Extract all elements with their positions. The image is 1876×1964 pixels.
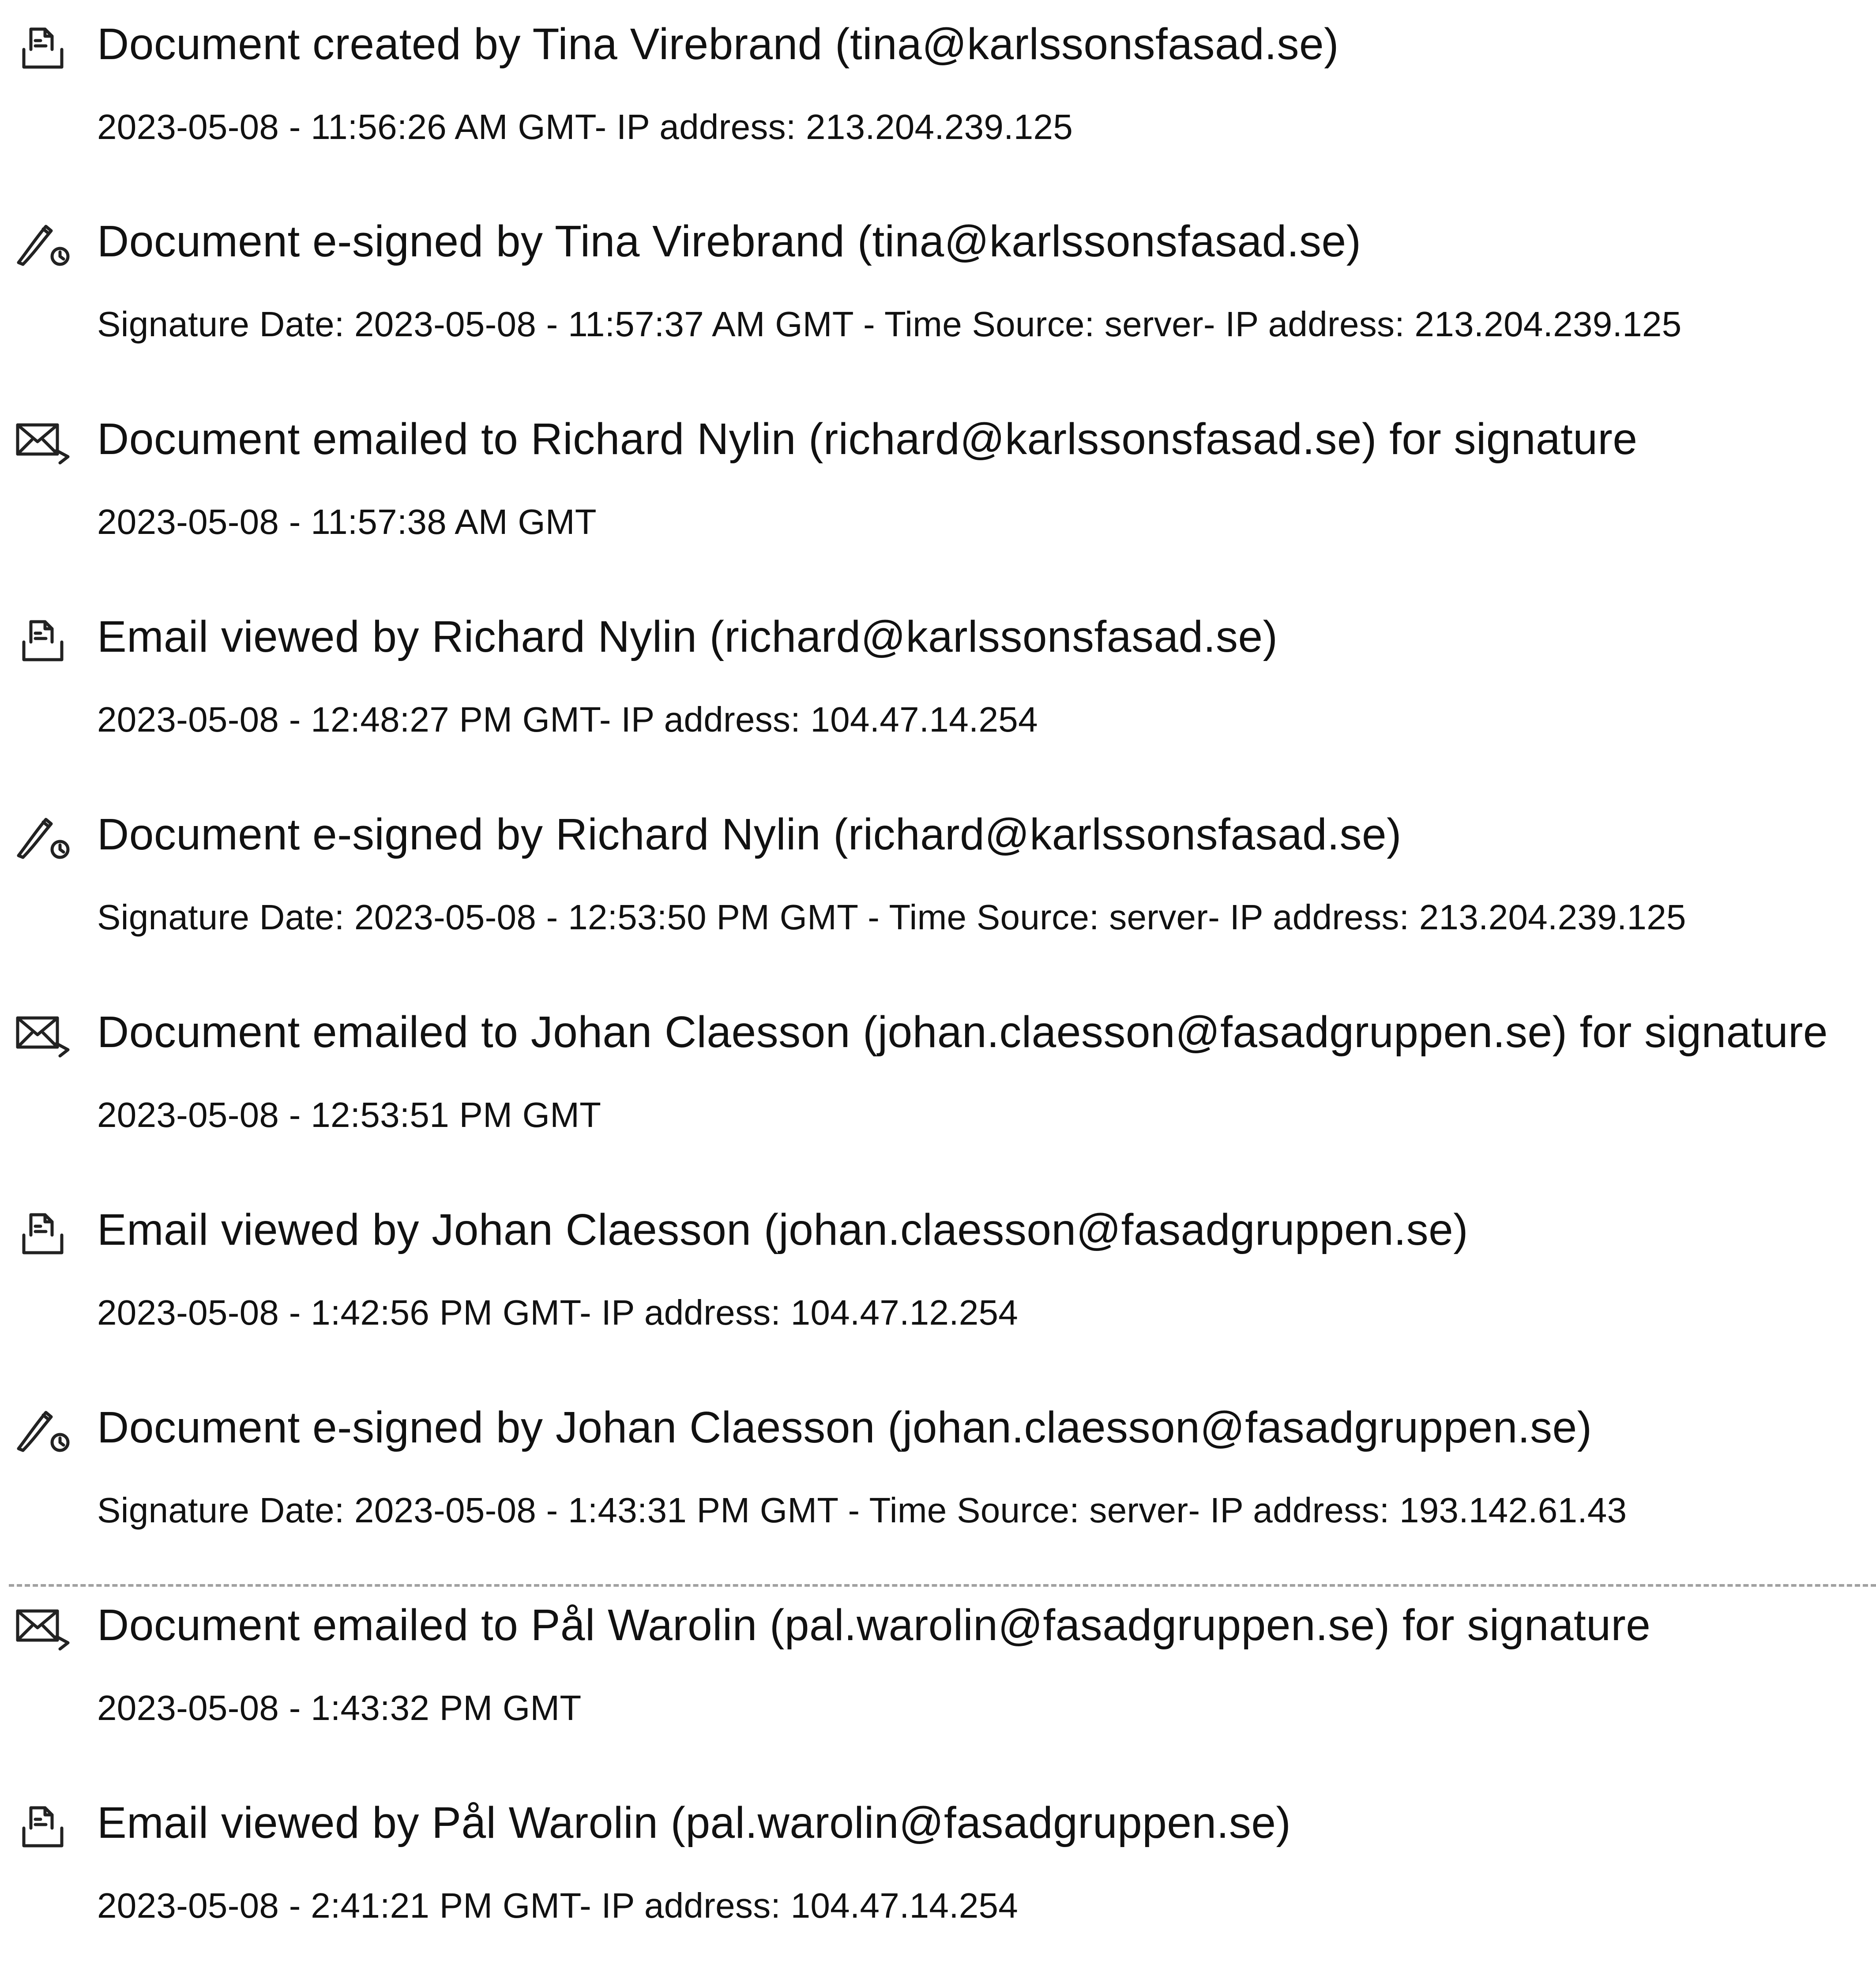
event-detail: 2023-05-08 - 2:41:21 PM GMT- IP address: 104.47.14.254 — [97, 1886, 1019, 1925]
audit-event — [0, 413, 1876, 580]
document-created-icon — [14, 23, 71, 71]
email-viewed-icon — [14, 1209, 71, 1257]
audit-event — [0, 808, 1876, 976]
audit-event — [0, 1796, 1876, 1964]
audit-event — [0, 610, 1876, 778]
email-sent-icon — [14, 418, 71, 466]
event-detail: 2023-05-08 - 1:43:32 PM GMT — [97, 1688, 582, 1727]
event-detail: 2023-05-08 - 12:48:27 PM GMT- IP address: 104.47.14.254 — [97, 700, 1038, 739]
audit-event — [0, 18, 1876, 185]
event-title: Email viewed by Pål Warolin (pal.warolin@fasadgruppen.se) — [97, 1798, 1291, 1848]
event-title: Document e-signed by Tina Virebrand (tina@karlssonsfasad.se) — [97, 217, 1361, 266]
event-detail: 2023-05-08 - 12:53:51 PM GMT — [97, 1095, 602, 1134]
event-detail: 2023-05-08 - 11:57:38 AM GMT — [97, 502, 597, 541]
event-title: Email viewed by Richard Nylin (richard@karlssonsfasad.se) — [97, 612, 1278, 661]
scan-artifact-divider — [9, 1584, 1876, 1587]
audit-event — [0, 215, 1876, 383]
email-sent-icon — [14, 1604, 71, 1652]
event-detail: 2023-05-08 - 11:56:26 AM GMT- IP address: 213.204.239.125 — [97, 107, 1073, 146]
event-title: Email viewed by Johan Claesson (johan.claesson@fasadgruppen.se) — [97, 1205, 1468, 1254]
email-viewed-icon — [14, 1802, 71, 1850]
event-title: Document emailed to Pål Warolin (pal.warolin@fasadgruppen.se) for signature — [97, 1600, 1651, 1650]
e-sign-pen-icon — [14, 813, 71, 862]
event-detail: Signature Date: 2023-05-08 - 1:43:31 PM GMT - Time Source: server- IP address: 193.142.61.43 — [97, 1491, 1627, 1530]
e-sign-pen-icon — [14, 1406, 71, 1455]
event-title: Document e-signed by Richard Nylin (richard@karlssonsfasad.se) — [97, 810, 1402, 859]
event-title: Document e-signed by Johan Claesson (johan.claesson@fasadgruppen.se) — [97, 1403, 1592, 1452]
event-detail: 2023-05-08 - 1:42:56 PM GMT- IP address: 104.47.12.254 — [97, 1293, 1019, 1332]
event-detail: Signature Date: 2023-05-08 - 12:53:50 PM GMT - Time Source: server- IP address: 213.204.239.125 — [97, 898, 1686, 937]
event-title: Document emailed to Johan Claesson (johan.claesson@fasadgruppen.se) for signature — [97, 1007, 1828, 1057]
event-detail: Signature Date: 2023-05-08 - 11:57:37 AM GMT - Time Source: server- IP address: 213.204.239.125 — [97, 304, 1682, 344]
event-title: Document emailed to Richard Nylin (richard@karlssonsfasad.se) for signature — [97, 414, 1638, 464]
email-sent-icon — [14, 1011, 71, 1059]
audit-event — [0, 1203, 1876, 1371]
event-title: Document created by Tina Virebrand (tina@karlssonsfasad.se) — [97, 19, 1339, 69]
audit-event — [0, 1599, 1876, 1766]
email-viewed-icon — [14, 616, 71, 664]
e-sign-pen-icon — [14, 220, 71, 269]
audit-event — [0, 1006, 1876, 1173]
audit-event — [0, 1401, 1876, 1569]
